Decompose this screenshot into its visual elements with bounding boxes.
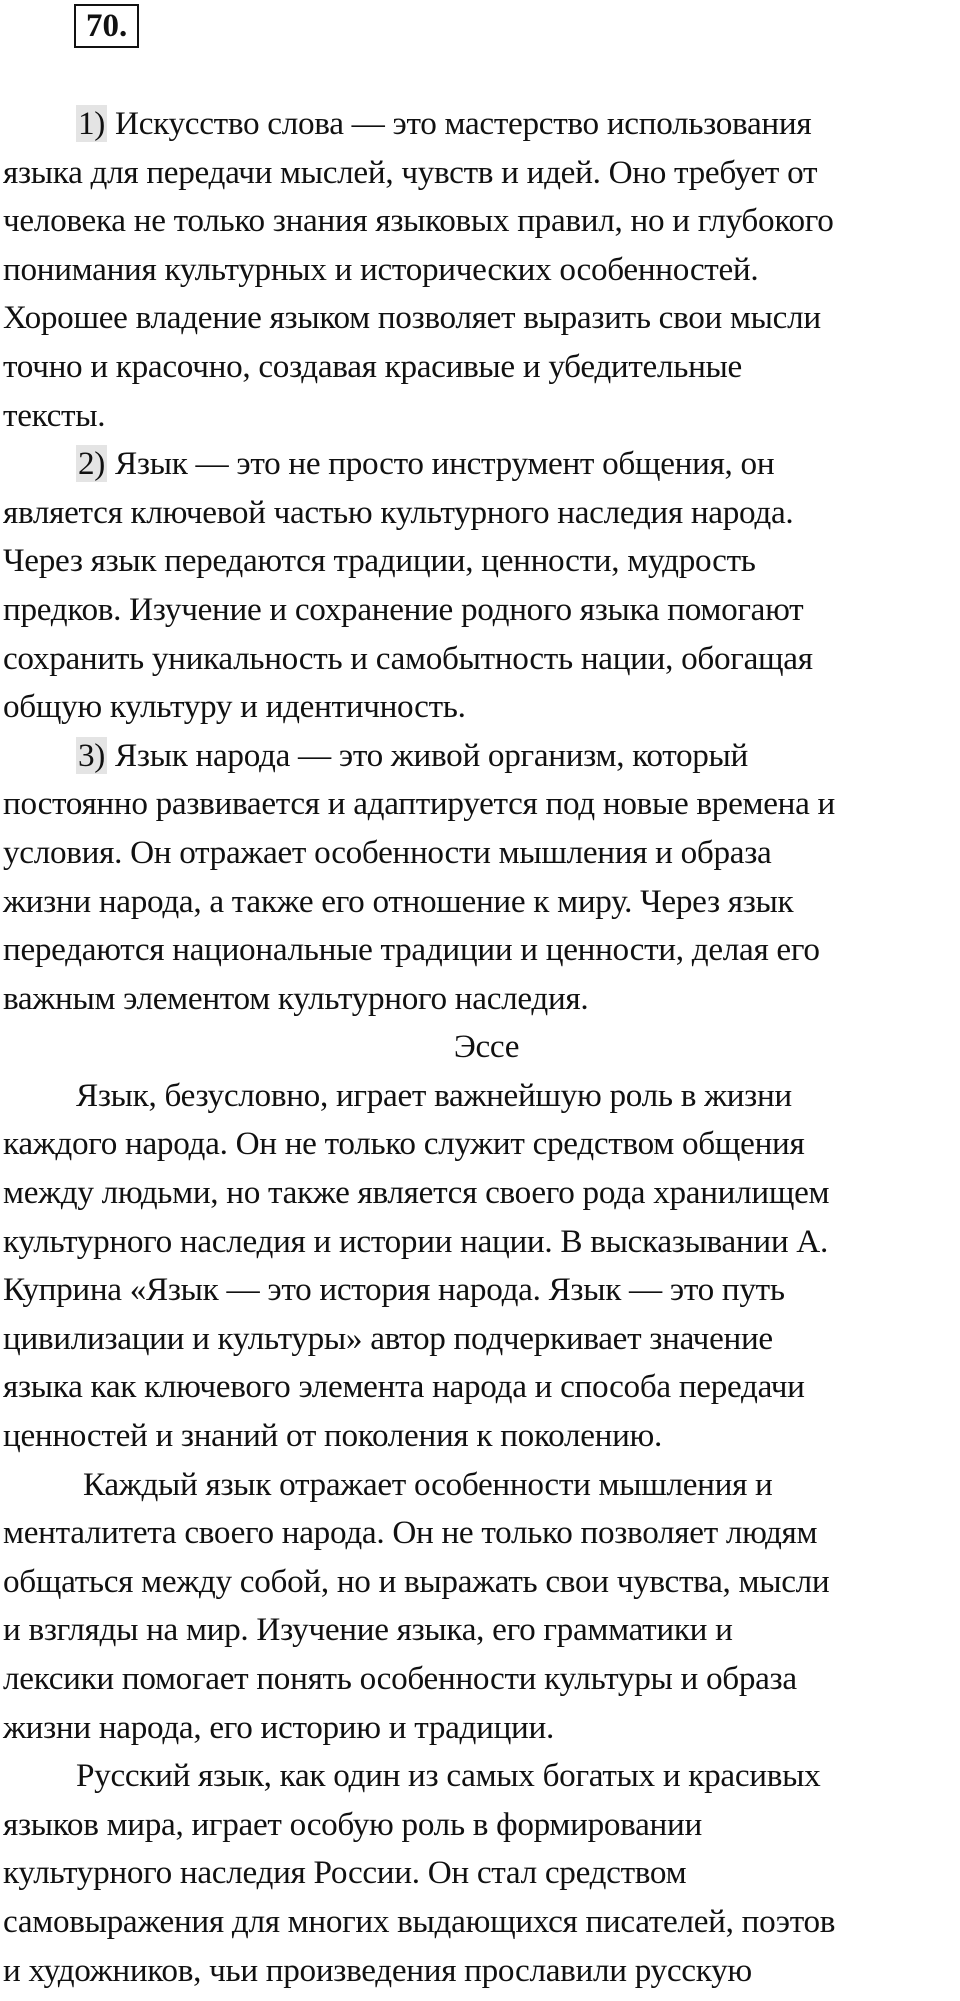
text-line: постоянно развивается и адаптируется под новые времена и: [3, 785, 836, 823]
text-line: и художников, чьи произведения прославили русскую: [3, 1951, 752, 1989]
text-line: цивилизации и культуры» автор подчеркивает значение: [3, 1319, 773, 1357]
task-number: 70.: [86, 8, 128, 44]
text-line: Куприна «Язык — это история народа. Язык — это путь: [3, 1271, 785, 1309]
text-line: человека не только знания языковых правил, но и глубокого: [3, 202, 834, 240]
text-line: Хорошее владение языком позволяет выразить свои мысли: [3, 299, 821, 337]
variant-paragraph-2: [3, 440, 958, 732]
text-line: между людьми, но также является своего рода хранилищем: [3, 1174, 830, 1212]
text-line: передаются национальные традиции и ценности, делая его: [3, 931, 820, 969]
text-line: менталитета своего народа. Он не только позволяет людям: [3, 1514, 818, 1552]
text-line: лексики помогает понять особенности культуры и образа: [3, 1660, 797, 1697]
variant-number-2: 2): [78, 445, 106, 483]
text-line: языков мира, играет особую роль в формировании: [3, 1805, 702, 1843]
essay-paragraph-1: [3, 1072, 958, 1461]
text-line: самовыражения для многих выдающихся писателей, поэтов: [3, 1902, 836, 1940]
text-line: Язык, безусловно, играет важнейшую роль в жизни: [76, 1076, 792, 1114]
text-line: точно и красочно, создавая красивые и убедительные: [3, 347, 742, 385]
text-line: Язык — это не просто инструмент общения, он: [115, 445, 775, 483]
variant-paragraph-1: [3, 100, 958, 440]
variant-number-1: 1): [78, 105, 106, 142]
text-line: условия. Он отражает особенности мышления и образа: [3, 833, 772, 871]
text-line: культурного наследия России. Он стал средством: [3, 1854, 687, 1892]
text-line: Язык народа — это живой организм, который: [115, 736, 749, 774]
variant-paragraph-3: [3, 732, 958, 1024]
variant-number-3: 3): [78, 736, 106, 774]
text-line: предков. Изучение и сохранение родного языка помогают: [3, 590, 804, 628]
text-line: сохранить уникальность и самобытность нации, обогащая: [3, 639, 813, 677]
text-line: важным элементом культурного наследия.: [3, 979, 589, 1017]
document-text: [3, 100, 958, 1995]
text-line: общую культуру и идентичность.: [3, 688, 466, 726]
text-line: общаться между собой, но и выражать свои чувства, мысли: [3, 1562, 830, 1600]
text-line: Русский язык, как один из самых богатых и красивых: [76, 1757, 821, 1795]
text-line: языка для передачи мыслей, чувств и идей. Оно требует от: [3, 153, 818, 191]
text-line: и взгляды на мир. Изучение языка, его грамматики и: [3, 1611, 733, 1649]
essay-paragraph-2: [3, 1461, 958, 1753]
text-line: является ключевой частью культурного наследия народа.: [3, 493, 794, 531]
text-line: ценностей и знаний от поколения к поколению.: [3, 1417, 663, 1455]
text-line: Каждый язык отражает особенности мышления и: [83, 1465, 773, 1503]
text-line: жизни народа, его историю и традиции.: [3, 1708, 554, 1746]
text-line: понимания культурных и исторических особенностей.: [3, 250, 759, 288]
text-line: жизни народа, а также его отношение к миру. Через язык: [3, 882, 794, 920]
text-line: языка как ключевого элемента народа и способа передачи: [3, 1368, 805, 1406]
text-line: тексты.: [3, 396, 106, 434]
essay-paragraph-3: [3, 1752, 958, 1995]
task-number-box: [74, 4, 139, 48]
text-line: Искусство слова — это мастерство использования: [115, 105, 812, 142]
text-line: Через язык передаются традиции, ценности, мудрость: [3, 542, 756, 580]
essay-heading: Эссе: [453, 1028, 520, 1066]
text-line: каждого народа. Он не только служит средством общения: [3, 1125, 805, 1163]
text-line: культурного наследия и истории нации. В высказывании А.: [3, 1222, 828, 1260]
